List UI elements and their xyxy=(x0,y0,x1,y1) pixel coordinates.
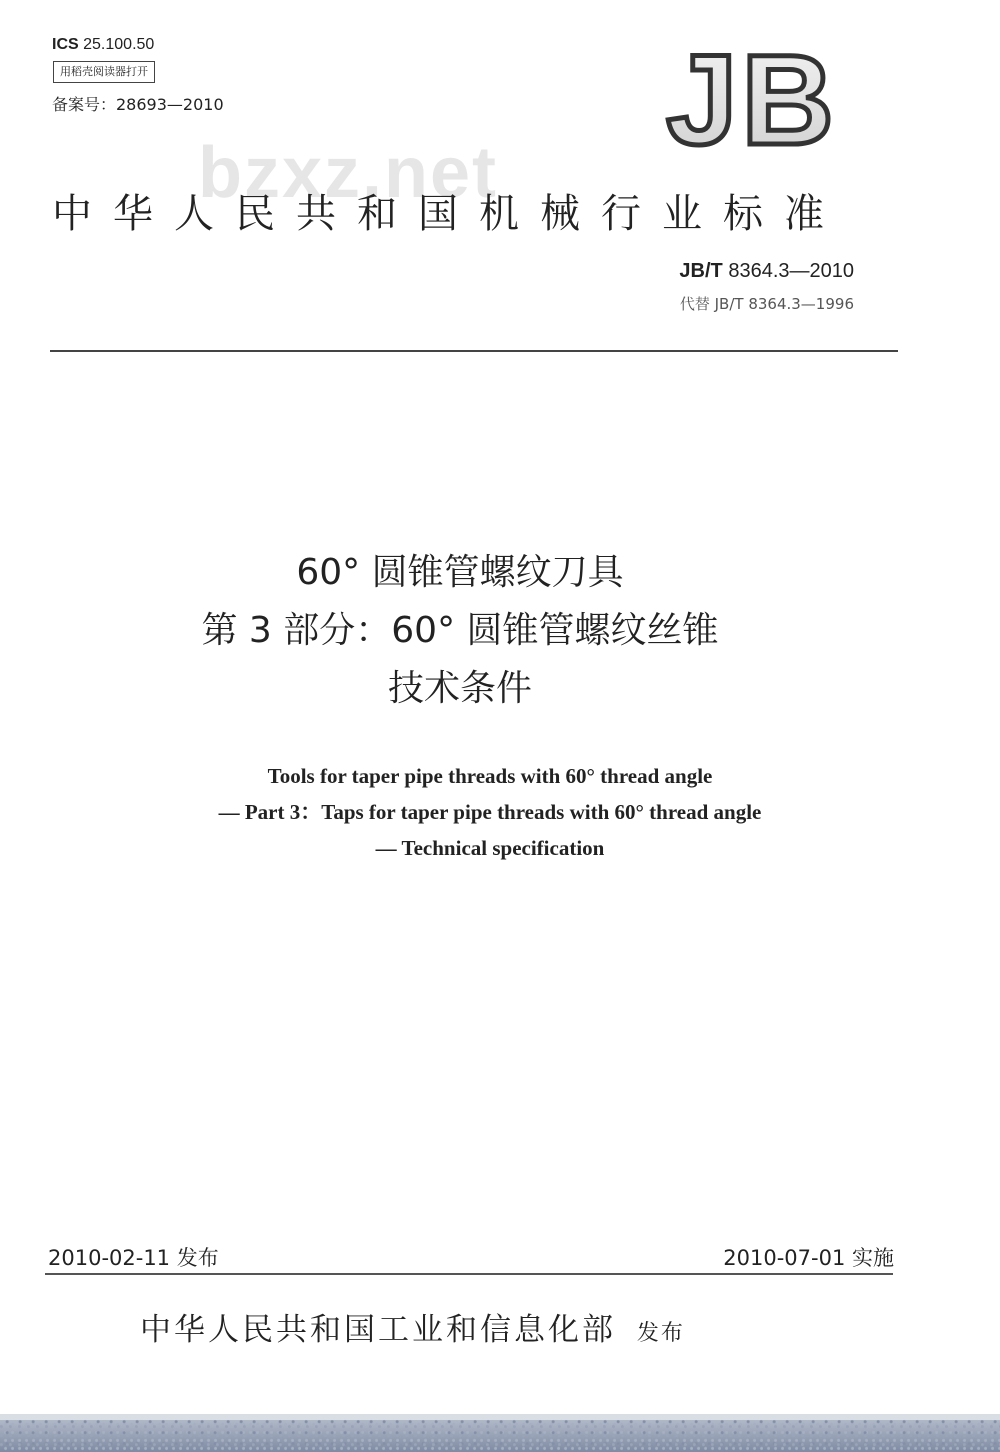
replaces-standard: 代替 JB/T 8364.3—1996 xyxy=(679,295,854,313)
ics-number: 25.100.50 xyxy=(83,36,155,53)
issuer-suffix: 发布 xyxy=(636,1321,685,1346)
watermark: bzxz.net xyxy=(198,133,499,213)
english-title-line-2: — Part 3：Taps for taper pipe threads with 60° thread angle xyxy=(218,800,762,824)
effective-date: 2010-07-01 实施 xyxy=(723,1246,894,1270)
chinese-title-line-3: 技术条件 xyxy=(387,668,532,709)
english-title-line-3: — Technical specification xyxy=(375,836,605,860)
bottom-divider xyxy=(45,1273,893,1275)
english-title xyxy=(60,758,920,866)
issuing-authority xyxy=(140,1304,685,1349)
desktop-background-strip xyxy=(0,1414,1000,1452)
page-bottom-edge xyxy=(0,1414,1000,1420)
record-number: 备案号：28693—2010 xyxy=(52,95,224,114)
chinese-title xyxy=(60,544,860,718)
jb-logo xyxy=(652,40,852,156)
top-divider xyxy=(50,350,898,352)
issuer-name: 中华人民共和国工业和信息化部 xyxy=(140,1312,616,1348)
jb-logo-text: JB xyxy=(666,40,838,156)
standard-code-number: 8364.3—2010 xyxy=(728,260,854,282)
standard-category-title: 中华人民共和国机械行业标准 xyxy=(52,191,845,237)
chinese-title-line-2: 第 3 部分：60° 圆锥管螺纹丝锥 xyxy=(201,610,719,651)
english-title-line-1: Tools for taper pipe threads with 60° thread angle xyxy=(267,764,713,788)
ics-label: ICS xyxy=(52,36,79,53)
open-with-reader-button[interactable]: 用稻壳阅读器打开 xyxy=(53,61,155,83)
standard-code xyxy=(679,260,854,283)
chinese-title-line-1: 60° 圆锥管螺纹刀具 xyxy=(296,552,624,593)
standard-code-prefix: JB/T xyxy=(679,260,723,282)
ics-code xyxy=(52,36,154,54)
issue-date: 2010-02-11 发布 xyxy=(48,1246,219,1270)
